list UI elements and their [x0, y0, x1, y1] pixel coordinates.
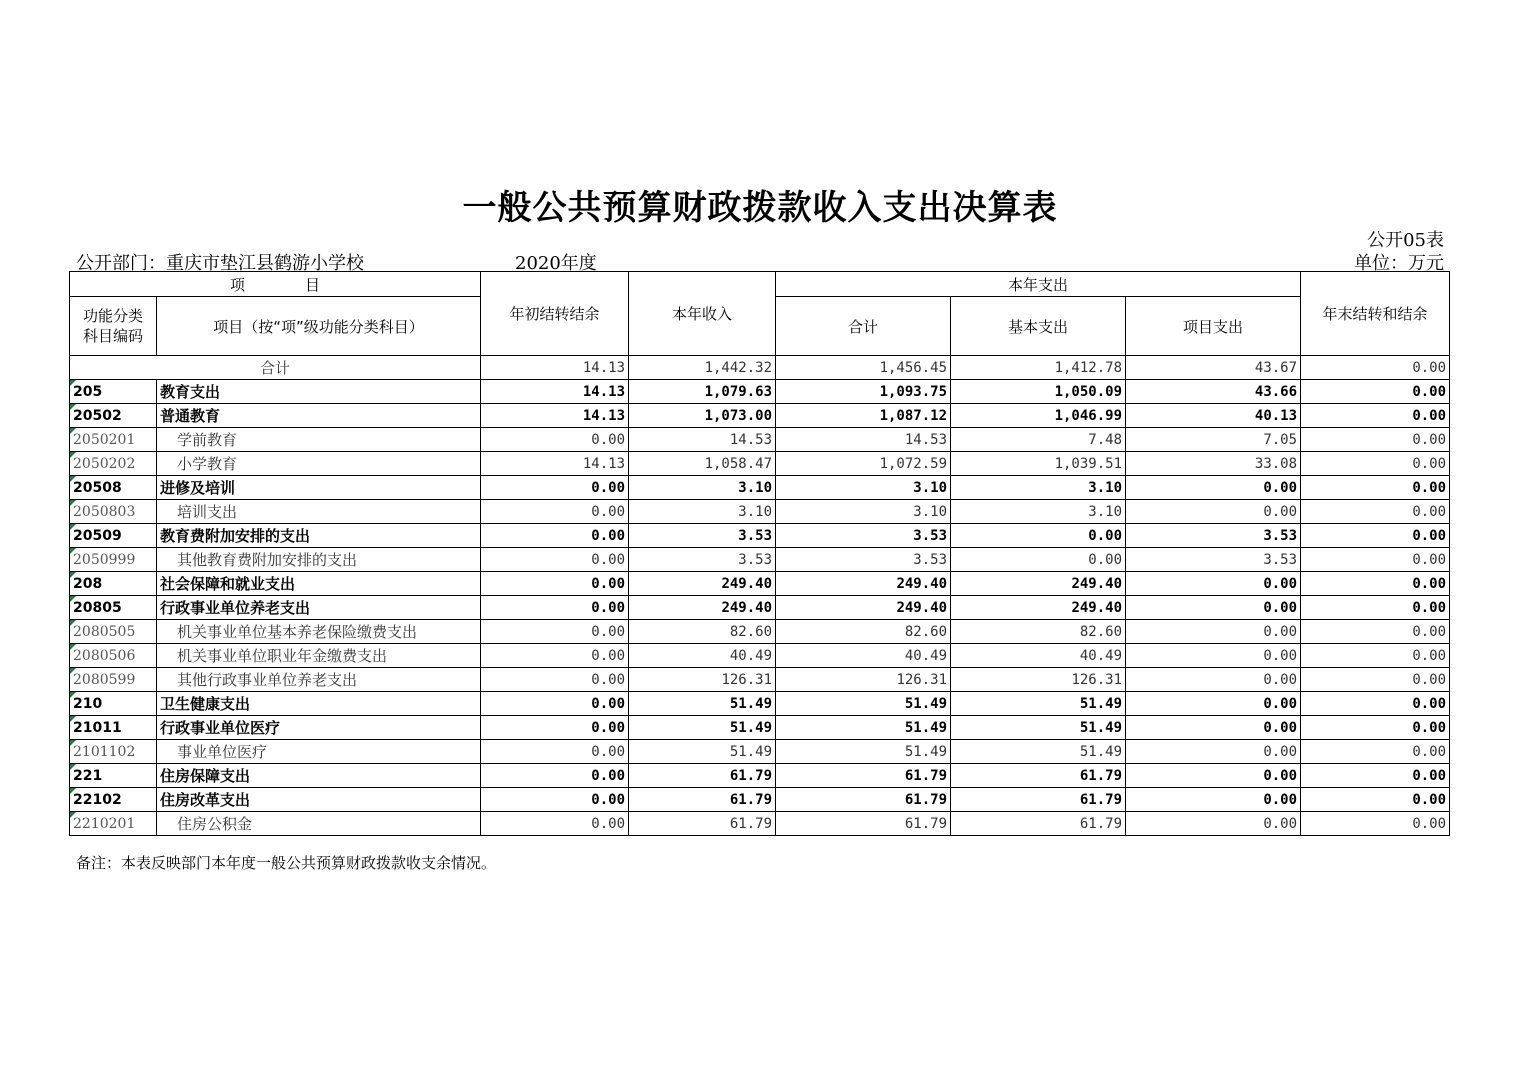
- row-income: 51.49: [629, 740, 776, 764]
- table-row: [70, 644, 1450, 668]
- row-closing-balance: 0.00: [1301, 764, 1450, 788]
- row-expense-project: 0.00: [1126, 716, 1301, 740]
- row-expense-basic: 1,050.09: [951, 380, 1126, 404]
- header-expense-group: 本年支出: [776, 272, 1301, 297]
- row-opening-balance: 0.00: [481, 668, 629, 692]
- row-opening-balance: 0.00: [481, 740, 629, 764]
- header-closing-balance: 年末结转和结余: [1301, 272, 1450, 356]
- table-row: [70, 764, 1450, 788]
- row-income: 1,073.00: [629, 404, 776, 428]
- row-name: 普通教育: [157, 404, 481, 428]
- year-label: 2020年度: [515, 253, 597, 274]
- row-income: 3.53: [629, 548, 776, 572]
- table-row: [70, 788, 1450, 812]
- row-name: 进修及培训: [157, 476, 481, 500]
- row-expense-total: 51.49: [776, 716, 951, 740]
- row-closing-balance: 0.00: [1301, 620, 1450, 644]
- row-expense-total: 249.40: [776, 596, 951, 620]
- row-closing-balance: 0.00: [1301, 716, 1450, 740]
- table-row: [70, 668, 1450, 692]
- row-expense-project: 7.05: [1126, 428, 1301, 452]
- header-total: 合计: [776, 297, 951, 356]
- row-code: 2050999: [70, 548, 157, 572]
- row-expense-total: 82.60: [776, 620, 951, 644]
- table-row: [70, 476, 1450, 500]
- table-row: [70, 692, 1450, 716]
- row-expense-total: 3.10: [776, 476, 951, 500]
- row-code: 2210201: [70, 812, 157, 836]
- row-closing-balance: 0.00: [1301, 476, 1450, 500]
- row-expense-project: 0.00: [1126, 692, 1301, 716]
- row-expense-project: 33.08: [1126, 452, 1301, 476]
- row-expense-project: 0.00: [1126, 644, 1301, 668]
- header-project: 项目支出: [1126, 297, 1301, 356]
- row-name: 社会保障和就业支出: [157, 572, 481, 596]
- row-expense-project: 0.00: [1126, 596, 1301, 620]
- row-name: 小学教育: [157, 452, 481, 476]
- department-label: 公开部门：重庆市垫江县鹤游小学校: [76, 253, 364, 274]
- table-row: [70, 500, 1450, 524]
- header-code: [70, 297, 157, 356]
- total-expense-basic: 1,412.78: [951, 356, 1126, 380]
- row-income: 126.31: [629, 668, 776, 692]
- budget-table: [69, 271, 1450, 836]
- row-closing-balance: 0.00: [1301, 380, 1450, 404]
- total-label: 合计: [70, 356, 481, 380]
- row-expense-project: 0.00: [1126, 764, 1301, 788]
- row-closing-balance: 0.00: [1301, 812, 1450, 836]
- row-opening-balance: 14.13: [481, 380, 629, 404]
- row-opening-balance: 14.13: [481, 404, 629, 428]
- row-expense-total: 1,072.59: [776, 452, 951, 476]
- row-expense-project: 0.00: [1126, 668, 1301, 692]
- row-closing-balance: 0.00: [1301, 428, 1450, 452]
- row-name: 机关事业单位职业年金缴费支出: [157, 644, 481, 668]
- row-name: 教育支出: [157, 380, 481, 404]
- footnote: 备注：本表反映部门本年度一般公共预算财政拨款收支余情况。: [76, 854, 497, 872]
- row-expense-basic: 249.40: [951, 596, 1126, 620]
- row-expense-total: 51.49: [776, 740, 951, 764]
- row-code: 2050803: [70, 500, 157, 524]
- row-closing-balance: 0.00: [1301, 404, 1450, 428]
- row-expense-project: 0.00: [1126, 740, 1301, 764]
- row-code: 2101102: [70, 740, 157, 764]
- row-expense-basic: 0.00: [951, 548, 1126, 572]
- row-expense-total: 40.49: [776, 644, 951, 668]
- row-expense-basic: 51.49: [951, 716, 1126, 740]
- row-expense-basic: 61.79: [951, 764, 1126, 788]
- table-row: [70, 548, 1450, 572]
- row-income: 61.79: [629, 812, 776, 836]
- row-closing-balance: 0.00: [1301, 572, 1450, 596]
- row-code: 221: [70, 764, 157, 788]
- table-row: [70, 620, 1450, 644]
- header-code-line2: 科目编码: [82, 327, 143, 345]
- row-expense-basic: 249.40: [951, 572, 1126, 596]
- row-expense-total: 3.53: [776, 548, 951, 572]
- row-code: 208: [70, 572, 157, 596]
- header-item: 项 目: [70, 272, 481, 297]
- row-income: 51.49: [629, 692, 776, 716]
- row-income: 1,058.47: [629, 452, 776, 476]
- row-expense-total: 1,087.12: [776, 404, 951, 428]
- total-expense-total: 1,456.45: [776, 356, 951, 380]
- row-code: 210: [70, 692, 157, 716]
- row-expense-basic: 51.49: [951, 692, 1126, 716]
- row-name: 住房保障支出: [157, 764, 481, 788]
- row-income: 51.49: [629, 716, 776, 740]
- row-expense-total: 14.53: [776, 428, 951, 452]
- row-expense-basic: 61.79: [951, 812, 1126, 836]
- table-row: [70, 596, 1450, 620]
- row-expense-total: 3.53: [776, 524, 951, 548]
- row-income: 3.10: [629, 476, 776, 500]
- row-expense-project: 0.00: [1126, 620, 1301, 644]
- row-income: 1,079.63: [629, 380, 776, 404]
- row-closing-balance: 0.00: [1301, 524, 1450, 548]
- row-name: 事业单位医疗: [157, 740, 481, 764]
- row-closing-balance: 0.00: [1301, 548, 1450, 572]
- row-expense-basic: 3.10: [951, 500, 1126, 524]
- row-expense-basic: 126.31: [951, 668, 1126, 692]
- row-closing-balance: 0.00: [1301, 788, 1450, 812]
- header-income: 本年收入: [629, 272, 776, 356]
- row-expense-project: 0.00: [1126, 476, 1301, 500]
- table-row: [70, 812, 1450, 836]
- row-expense-project: 3.53: [1126, 548, 1301, 572]
- row-code: 2050202: [70, 452, 157, 476]
- table-row: [70, 452, 1450, 476]
- row-expense-total: 61.79: [776, 788, 951, 812]
- row-expense-project: 0.00: [1126, 500, 1301, 524]
- row-expense-basic: 82.60: [951, 620, 1126, 644]
- row-name: 培训支出: [157, 500, 481, 524]
- row-expense-basic: 0.00: [951, 524, 1126, 548]
- header-name: 项目（按“项”级功能分类科目）: [157, 297, 481, 356]
- row-expense-basic: 3.10: [951, 476, 1126, 500]
- total-row: [70, 356, 1450, 380]
- row-expense-project: 3.53: [1126, 524, 1301, 548]
- row-opening-balance: 0.00: [481, 692, 629, 716]
- row-expense-basic: 7.48: [951, 428, 1126, 452]
- row-opening-balance: 0.00: [481, 812, 629, 836]
- row-opening-balance: 0.00: [481, 644, 629, 668]
- row-code: 2080506: [70, 644, 157, 668]
- row-opening-balance: 0.00: [481, 764, 629, 788]
- row-opening-balance: 0.00: [481, 596, 629, 620]
- row-code: 20509: [70, 524, 157, 548]
- row-name: 住房公积金: [157, 812, 481, 836]
- row-expense-basic: 1,046.99: [951, 404, 1126, 428]
- row-code: 20502: [70, 404, 157, 428]
- row-expense-basic: 51.49: [951, 740, 1126, 764]
- row-income: 3.10: [629, 500, 776, 524]
- row-income: 82.60: [629, 620, 776, 644]
- total-opening-balance: 14.13: [481, 356, 629, 380]
- row-expense-total: 51.49: [776, 692, 951, 716]
- page-title: 一般公共预算财政拨款收入支出决算表: [462, 188, 1058, 228]
- table-row: [70, 524, 1450, 548]
- row-expense-total: 61.79: [776, 812, 951, 836]
- row-expense-project: 0.00: [1126, 572, 1301, 596]
- header-code-line1: 功能分类: [82, 307, 143, 325]
- row-opening-balance: 0.00: [481, 788, 629, 812]
- row-expense-project: 40.13: [1126, 404, 1301, 428]
- row-closing-balance: 0.00: [1301, 500, 1450, 524]
- table-row: [70, 716, 1450, 740]
- row-closing-balance: 0.00: [1301, 692, 1450, 716]
- row-name: 行政事业单位医疗: [157, 716, 481, 740]
- row-opening-balance: 0.00: [481, 716, 629, 740]
- row-name: 学前教育: [157, 428, 481, 452]
- row-code: 22102: [70, 788, 157, 812]
- row-income: 40.49: [629, 644, 776, 668]
- table-row: [70, 572, 1450, 596]
- row-code: 2080599: [70, 668, 157, 692]
- table-row: [70, 380, 1450, 404]
- row-income: 14.53: [629, 428, 776, 452]
- row-closing-balance: 0.00: [1301, 452, 1450, 476]
- row-expense-basic: 1,039.51: [951, 452, 1126, 476]
- row-income: 3.53: [629, 524, 776, 548]
- total-expense-project: 43.67: [1126, 356, 1301, 380]
- row-name: 卫生健康支出: [157, 692, 481, 716]
- row-opening-balance: 14.13: [481, 452, 629, 476]
- row-closing-balance: 0.00: [1301, 596, 1450, 620]
- row-expense-total: 126.31: [776, 668, 951, 692]
- row-expense-total: 3.10: [776, 500, 951, 524]
- total-income: 1,442.32: [629, 356, 776, 380]
- row-expense-total: 249.40: [776, 572, 951, 596]
- row-expense-total: 61.79: [776, 764, 951, 788]
- row-name: 教育费附加安排的支出: [157, 524, 481, 548]
- row-closing-balance: 0.00: [1301, 644, 1450, 668]
- row-code: 20508: [70, 476, 157, 500]
- row-name: 住房改革支出: [157, 788, 481, 812]
- total-closing-balance: 0.00: [1301, 356, 1450, 380]
- row-name: 机关事业单位基本养老保险缴费支出: [157, 620, 481, 644]
- row-code: 2080505: [70, 620, 157, 644]
- row-expense-total: 1,093.75: [776, 380, 951, 404]
- row-expense-project: 0.00: [1126, 812, 1301, 836]
- row-closing-balance: 0.00: [1301, 740, 1450, 764]
- row-name: 其他教育费附加安排的支出: [157, 548, 481, 572]
- table-row: [70, 740, 1450, 764]
- row-income: 249.40: [629, 572, 776, 596]
- row-opening-balance: 0.00: [481, 548, 629, 572]
- row-name: 行政事业单位养老支出: [157, 596, 481, 620]
- form-code: 公开05表: [1367, 230, 1444, 251]
- row-opening-balance: 0.00: [481, 620, 629, 644]
- row-expense-basic: 40.49: [951, 644, 1126, 668]
- row-code: 205: [70, 380, 157, 404]
- row-opening-balance: 0.00: [481, 500, 629, 524]
- row-code: 2050201: [70, 428, 157, 452]
- row-income: 61.79: [629, 788, 776, 812]
- row-opening-balance: 0.00: [481, 524, 629, 548]
- row-expense-project: 43.66: [1126, 380, 1301, 404]
- row-income: 61.79: [629, 764, 776, 788]
- row-opening-balance: 0.00: [481, 428, 629, 452]
- row-expense-basic: 61.79: [951, 788, 1126, 812]
- table-row: [70, 428, 1450, 452]
- row-opening-balance: 0.00: [481, 476, 629, 500]
- table-row: [70, 404, 1450, 428]
- row-opening-balance: 0.00: [481, 572, 629, 596]
- row-expense-project: 0.00: [1126, 788, 1301, 812]
- row-code: 20805: [70, 596, 157, 620]
- unit-label: 单位：万元: [1354, 253, 1444, 274]
- row-name: 其他行政事业单位养老支出: [157, 668, 481, 692]
- row-income: 249.40: [629, 596, 776, 620]
- row-code: 21011: [70, 716, 157, 740]
- row-closing-balance: 0.00: [1301, 668, 1450, 692]
- header-basic: 基本支出: [951, 297, 1126, 356]
- header-opening-balance: 年初结转结余: [481, 272, 629, 356]
